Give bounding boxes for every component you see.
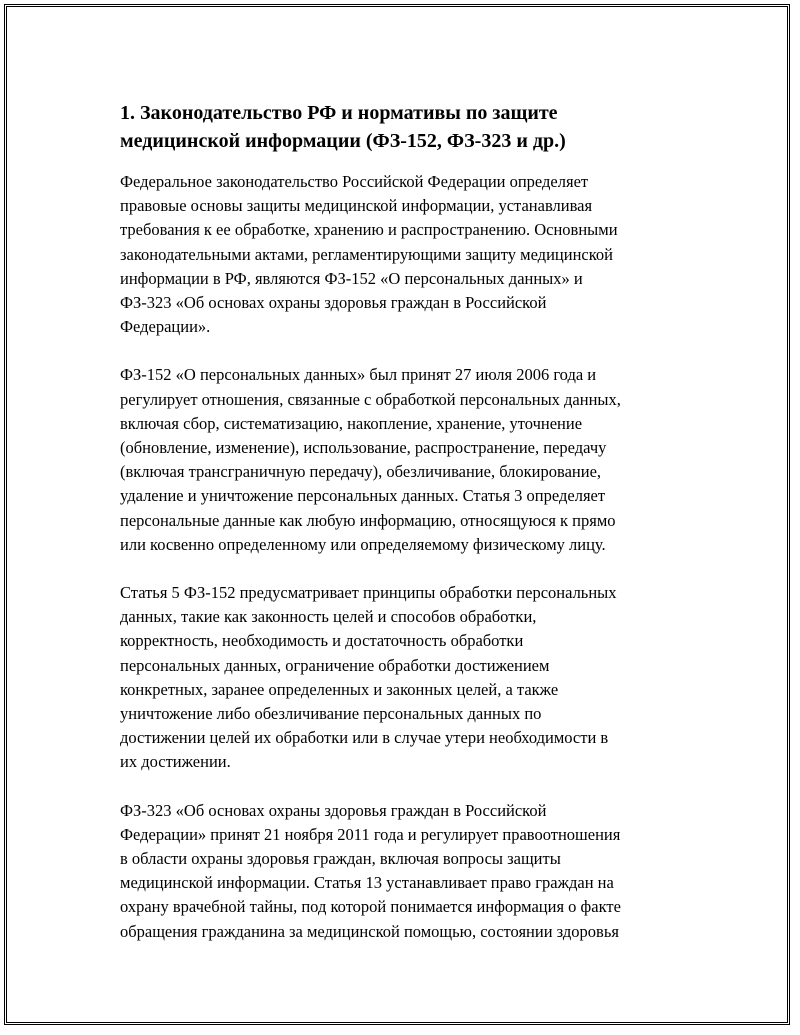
paragraph-line: (включая трансграничную передачу), обезличивание, блокирование, xyxy=(120,462,602,482)
paragraph-line: достижении целей их обработки или в случае утери необходимости в xyxy=(120,728,609,748)
paragraph-line: ФЗ-323 «Об основах охраны здоровья граждан в Российской xyxy=(120,800,547,820)
paragraph-line: обращения гражданина за медицинской помощью, состоянии здоровья xyxy=(120,921,619,941)
paragraph-line: требования к ее обработке, хранению и распространению. Основными xyxy=(120,220,618,240)
paragraph-line: включая сбор, систематизацию, накопление, хранение, уточнение xyxy=(120,413,583,433)
heading-line: 1. Законодательство РФ и нормативы по защите xyxy=(120,102,558,124)
paragraph-line: персональных данных, ограничение обработки достижением xyxy=(120,655,550,675)
paragraph-line: Федерации». xyxy=(120,317,211,337)
paragraph-line: регулирует отношения, связанные с обработкой персональных данных, xyxy=(120,389,621,409)
paragraph-3 xyxy=(120,581,695,775)
document-page xyxy=(4,4,790,1025)
paragraph-line: Федеральное законодательство Российской Федерации определяет xyxy=(120,172,589,191)
paragraph-2 xyxy=(120,363,695,557)
paragraph-4 xyxy=(120,799,695,944)
paragraph-line: в области охраны здоровья граждан, включая вопросы защиты xyxy=(120,849,561,869)
paragraph-line: ФЗ-152 «О персональных данных» был принят 27 июля 2006 года и xyxy=(120,365,597,385)
paragraph-line: конкретных, заранее определенных и законных целей, а также xyxy=(120,679,559,699)
paragraph-line: законодательными актами, регламентирующими защиту медицинской xyxy=(120,244,613,264)
paragraph-line: медицинской информации. Статья 13 устанавливает право граждан на xyxy=(120,873,614,893)
paragraph-line: Статья 5 ФЗ-152 предусматривает принципы обработки персональных xyxy=(120,583,617,603)
paragraph-line: информации в РФ, являются ФЗ-152 «О персональных данных» и xyxy=(120,268,583,288)
paragraph-line: или косвенно определенному или определяемому физическому лицу. xyxy=(120,534,606,554)
heading-line: медицинской информации (ФЗ-152, ФЗ-323 и др.) xyxy=(120,130,566,152)
paragraph-line: правовые основы защиты медицинской информации, устанавливая xyxy=(120,196,593,216)
paragraph-line: их достижении. xyxy=(120,752,231,772)
document-content xyxy=(120,99,695,968)
paragraph-line: Федерации» принят 21 ноября 2011 года и регулирует правоотношения xyxy=(120,824,621,844)
paragraph-line: данных, такие как законность целей и способов обработки, xyxy=(120,607,537,627)
paragraph-line: (обновление, изменение), использование, распространение, передачу xyxy=(120,438,607,458)
section-heading xyxy=(120,99,695,155)
paragraph-line: охрану врачебной тайны, под которой понимается информация о факте xyxy=(120,897,621,917)
paragraph-line: удаление и уничтожение персональных данных. Статья 3 определяет xyxy=(120,486,606,506)
paragraph-line: уничтожение либо обезличивание персональных данных по xyxy=(120,704,542,724)
paragraph-1 xyxy=(120,170,695,339)
paragraph-line: персональные данные как любую информацию, относящуюся к прямо xyxy=(120,510,616,530)
paragraph-line: корректность, необходимость и достаточность обработки xyxy=(120,631,524,651)
paragraph-line: ФЗ-323 «Об основах охраны здоровья граждан в Российской xyxy=(120,293,547,313)
